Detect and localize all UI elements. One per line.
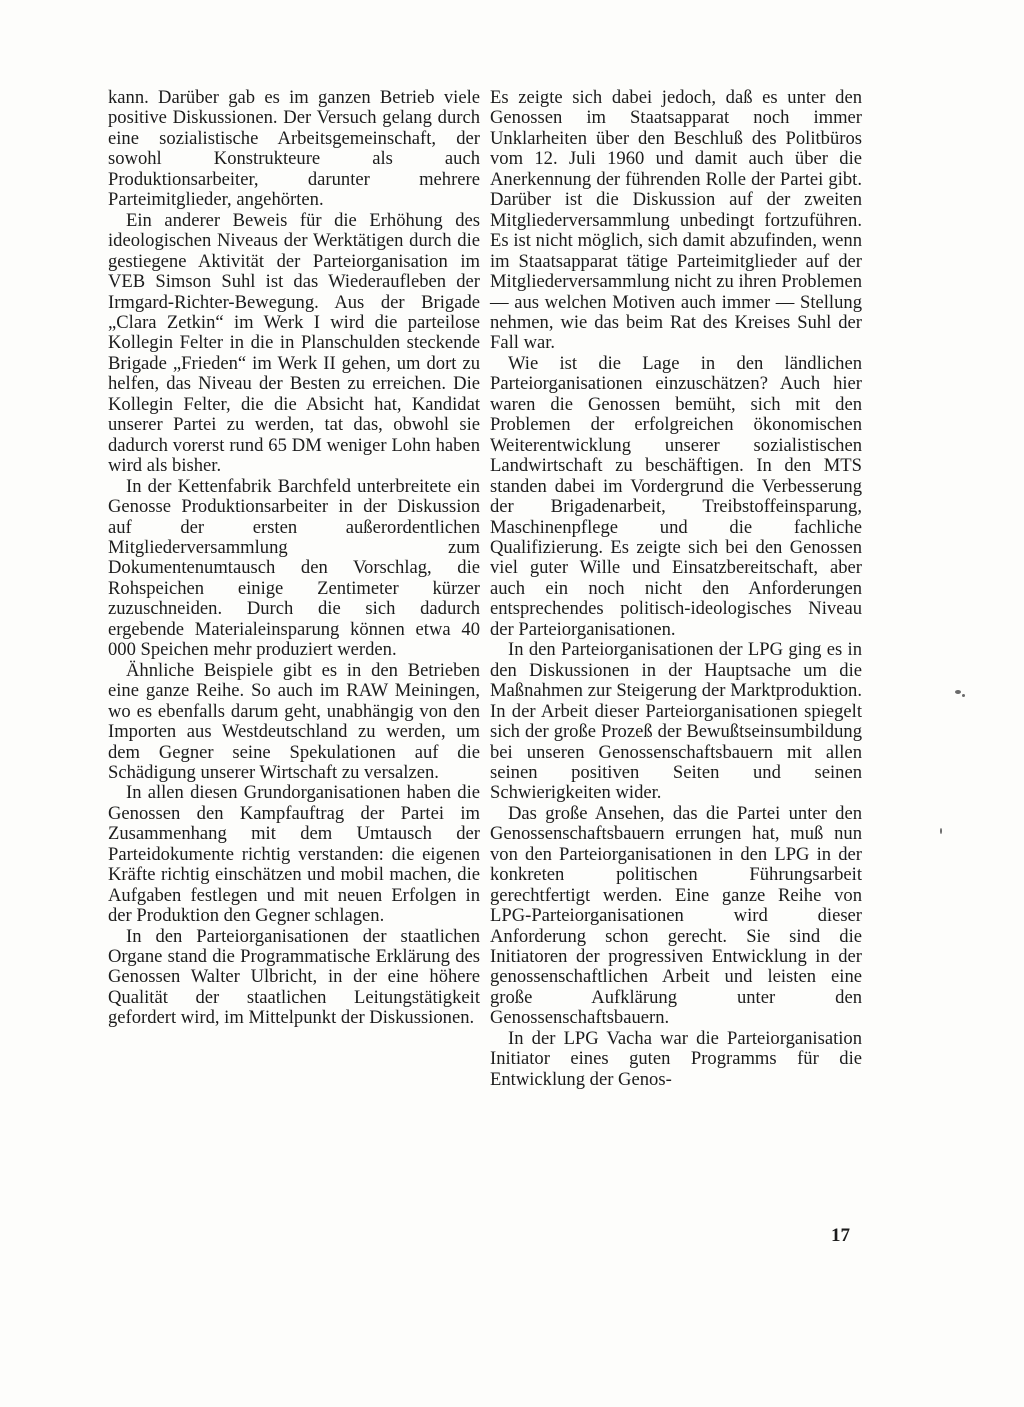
paragraph: In allen diesen Grundorganisationen haben die Genossen den Kampfauftrag der Partei im Zusammenhang mit dem Umtausch der Parteidokumente richtig verstanden: die eigenen Kräfte richtig einschätzen und mobil machen, die Aufgaben festlegen und mit neuen Erfolgen in der Produktion den Gegner schlagen. [108, 782, 480, 927]
paragraph: In den Parteiorganisationen der staatlichen Organe stand die Programmatische Erklärung des Genossen Walter Ulbricht, in der eine höhere Qualität der staatlichen Leitungstätigkeit gefordert wird, im Mittelpunkt der Diskussionen. [108, 925, 480, 1029]
print-speck [962, 694, 965, 697]
page-number: 17 [831, 1225, 850, 1246]
paragraph: In den Parteiorganisationen der LPG ging es in den Diskussionen in der Hauptsache um die Maßnahmen zur Steigerung der Marktproduktion. In der Arbeit dieser Parteiorganisationen spiegelt sich der große Prozeß der Bewußtseinsumbildung bei unseren Genossenschaftsbauern mit allen seinen positiven Seiten und seinen Schwierigkeiten wider. [490, 639, 862, 804]
left-column [108, 88, 480, 1029]
paragraph: Ähnliche Beispiele gibt es in den Betrieben eine ganze Reihe. So auch im RAW Meiningen, wo es ebenfalls darum geht, unabhängig von den Importen aus Westdeutschland zu werden, um dem Gegner seine Spekulationen auf die Schädigung unserer Wirtschaft zu versalzen. [108, 659, 480, 783]
print-speck [955, 690, 961, 694]
paragraph: Wie ist die Lage in den ländlichen Parteiorganisationen einzuschätzen? Auch hier waren die Genossen bemüht, sich mit den Problemen der erfolgreichen ökonomischen Weiterentwicklung unserer sozialistischen Landwirtschaft zu beschäftigen. In den MTS standen dabei im Vordergrund die Verbesserung der Brigadenarbeit, Treibstoffeinsparung, Maschinenpflege und die fachliche Qualifizierung. Es zeigte sich bei den Genossen viel guter Wille und Einsatzbereitschaft, aber auch ein noch nicht den Anforderungen entsprechendes politisch-ideologisches Niveau der Parteiorganisationen. [490, 352, 862, 640]
paragraph: kann. Darüber gab es im ganzen Betrieb viele positive Diskussionen. Der Versuch gelang durch eine sozialistische Arbeitsgemeinschaft, der sowohl Konstrukteure als auch Produktionsarbeiter, darunter mehrere Parteimitglieder, angehörten. [108, 87, 480, 211]
print-speck [940, 828, 942, 834]
paragraph: In der Kettenfabrik Barchfeld unterbreitete ein Genosse Produktionsarbeiter in der Diskussion auf der ersten außerordentlichen Mitgliederversammlung zum Dokumentenumtausch den Vorschlag, die Rohspeichen einige Zentimeter kürzer zuzuschneiden. Durch die sich dadurch ergebende Materialeinsparung können etwa 40 000 Speichen mehr produziert werden. [108, 475, 480, 661]
paragraph: In der LPG Vacha war die Parteiorganisation Initiator eines guten Programms für die Entwicklung der Genos- [490, 1027, 862, 1090]
paragraph: Es zeigte sich dabei jedoch, daß es unter den Genossen im Staatsapparat noch immer Unklarheiten über den Beschluß des Politbüros vom 12. Juli 1960 und damit auch über die Anerkennung der führenden Rolle der Partei gibt. Darüber ist die Diskussion auf der zweiten Mitgliederversammlung unbedingt fortzuführen. Es ist nicht möglich, sich damit abzufinden, wenn im Staatsapparat tätige Parteimitglieder auf der Mitgliederversammlung nicht zu ihren Problemen — aus welchen Motiven auch immer — Stellung nehmen, wie das beim Rat des Kreises Suhl der Fall war. [490, 87, 862, 354]
paragraph: Das große Ansehen, das die Partei unter den Genossenschaftsbauern errungen hat, muß nun von den Parteiorganisationen in den LPG in der konkreten politischen Führungsarbeit gerechtfertigt werden. Eine ganze Reihe von LPG-Parteiorganisationen wird dieser Anforderung schon gerecht. Sie sind die Initiatoren der progressiven Entwicklung in der genossenschaftlichen Arbeit und leisten eine große Aufklärung unter den Genossenschaftsbauern. [490, 802, 862, 1029]
right-column [490, 88, 862, 1090]
paragraph: Ein anderer Beweis für die Erhöhung des ideologischen Niveaus der Werktätigen durch die gestiegene Aktivität der Parteiorganisation im VEB Simson Suhl ist das Wiederaufleben der Irmgard-Richter-Bewegung. Aus der Brigade „Clara Zetkin“ im Werk I wird die parteilose Kollegin Felter in die in Planschulden steckende Brigade „Frieden“ im Werk II gehen, um dort zu helfen, das Niveau der Besten zu erreichen. Die Kollegin Felter, die die Absicht hat, Kandidat unserer Partei zu werden, tat das, obwohl sie dadurch vorerst rund 65 DM weniger Lohn haben wird als bisher. [108, 209, 480, 477]
